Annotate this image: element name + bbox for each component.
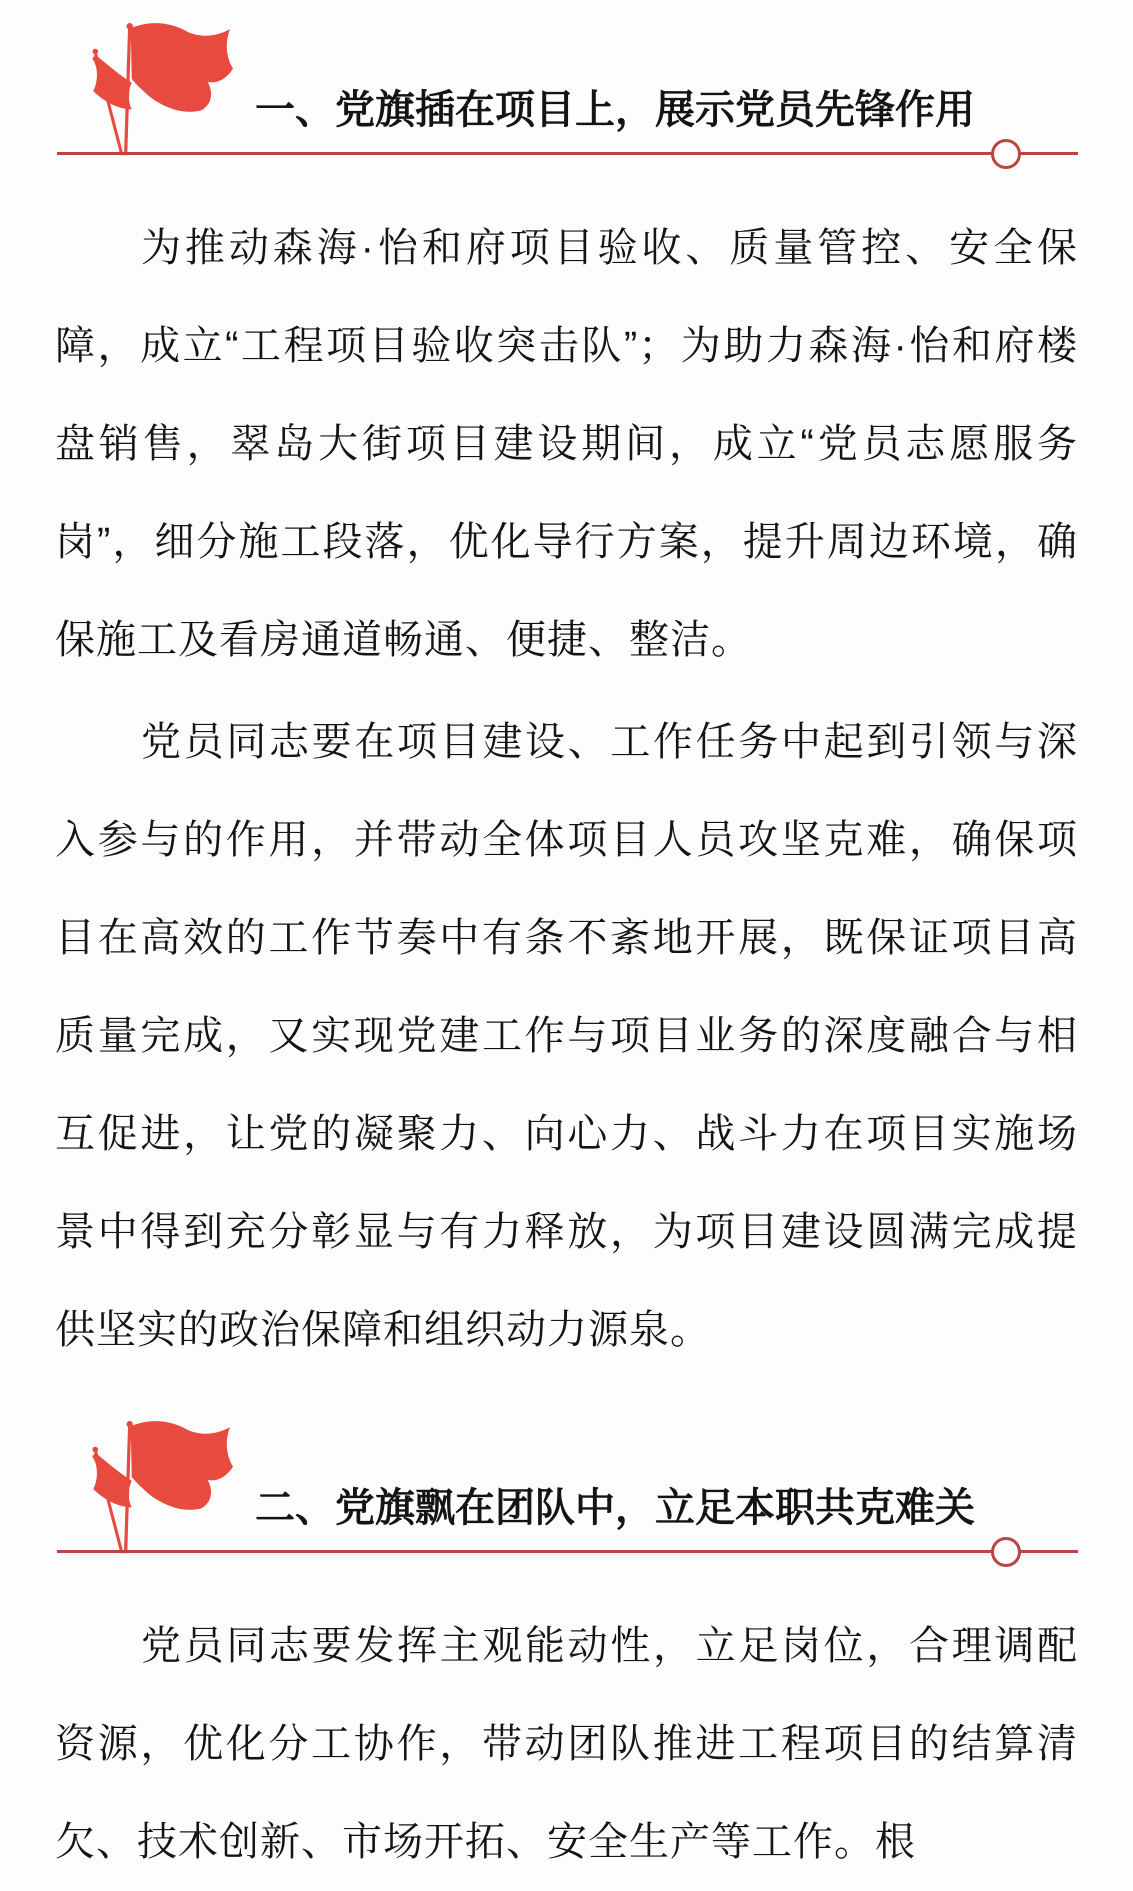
paragraph: 党员同志要在项目建设、工作任务中起到引领与深入参与的作用，并带动全体项目人员攻坚克难，确保项目在高效的工作节奏中有条不紊地开展，既保证项目高质量完成，又实现党建工作与项目业务的深度融合与相互促进，让党的凝聚力、向心力、战斗力在项目实施场景中得到充分彰显与有力释放，为项目建设圆满完成提供坚实的政治保障和组织动力源泉。 (55, 720, 1078, 1352)
section-2-title: 二、党旗飘在团队中，立足本职共克难关 (255, 1486, 975, 1530)
red-flags-icon (71, 1420, 235, 1554)
section-2-body (55, 1553, 1078, 1891)
section-1-divider (57, 152, 1078, 155)
section-2 (55, 1398, 1078, 1891)
divider-circle-icon (991, 1537, 1021, 1567)
paragraph: 为推动森海·怡和府项目验收、质量管控、安全保障，成立“工程项目验收突击队”；为助力森海·怡和府楼盘销售，翠岛大街项目建设期间，成立“党员志愿服务岗”，细分施工段落，优化导行方案，提升周边环境，确保施工及看房通道畅通、便捷、整洁。 (55, 226, 1078, 662)
section-1-title: 一、党旗插在项目上，展示党员先锋作用 (255, 88, 975, 132)
section-2-divider (57, 1550, 1078, 1553)
divider-circle-icon (991, 139, 1021, 169)
red-flags-icon (71, 22, 235, 156)
section-1-header (55, 0, 1078, 155)
section-1-body (55, 155, 1078, 1379)
paragraph: 党员同志要发挥主观能动性，立足岗位，合理调配资源，优化分工协作，带动团队推进工程项目的结算清欠、技术创新、市场开拓、安全生产等工作。根 (55, 1624, 1078, 1864)
section-1 (55, 0, 1078, 1379)
section-2-header (55, 1398, 1078, 1553)
